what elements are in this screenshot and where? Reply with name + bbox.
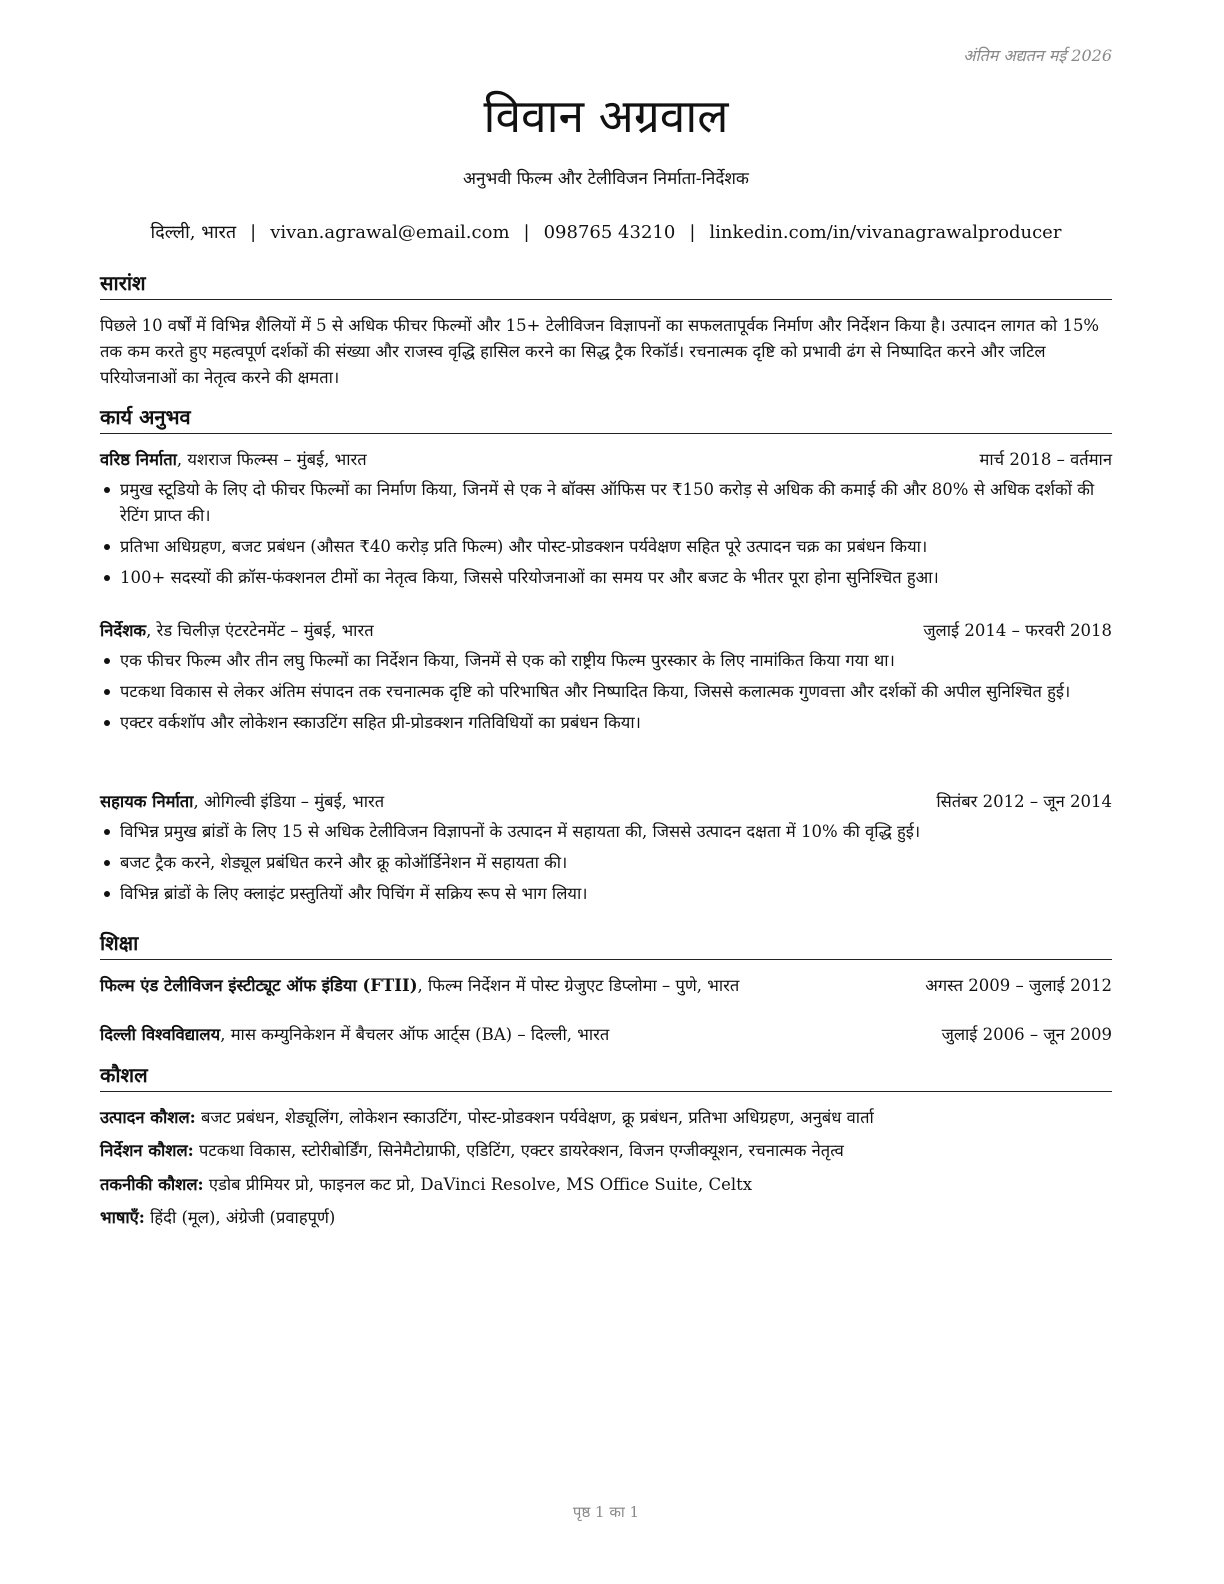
job-bullet: एक फीचर फिल्म और तीन लघु फिल्मों का निर्देशन किया, जिनमें से एक को राष्ट्रीय फिल्म पुरस्कार के लिए नामांकित किया गया था। — [100, 648, 1112, 674]
skill-value: बजट प्रबंधन, शेड्यूलिंग, लोकेशन स्काउटिंग, पोस्ट-प्रोडक्शन पर्यवेक्षण, क्रू प्रबंधन, प्रतिभा अधिग्रहण, अनुबंध वार्ता — [195, 1108, 874, 1127]
job-bullet: विभिन्न प्रमुख ब्रांडों के लिए 15 से अधिक टेलीविजन विज्ञापनों के उत्पादन में सहायता की, जिससे उत्पादन दक्षता में 10% की वृद्धि हुई। — [100, 819, 1112, 845]
skill-value: एडोब प्रीमियर प्रो, फाइनल कट प्रो, DaVinci Resolve, MS Office Suite, Celtx — [203, 1175, 753, 1194]
contact-separator: | — [250, 222, 257, 243]
job-title-org — [100, 619, 374, 643]
skill-value: हिंदी (मूल), अंग्रेजी (प्रवाहपूर्ण) — [144, 1208, 336, 1227]
job-bullet: प्रतिभा अधिग्रहण, बजट प्रबंधन (औसत ₹40 करोड़ प्रति फिल्म) और पोस्ट-प्रोडक्शन पर्यवेक्षण सहित पूरे उत्पादन चक्र का प्रबंधन किया। — [100, 534, 1112, 560]
job-bullet: विभिन्न ब्रांडों के लिए क्लाइंट प्रस्तुतियों और पिचिंग में सक्रिय रूप से भाग लिया। — [100, 881, 1112, 907]
page-number: पृष्ठ 1 का 1 — [572, 1503, 640, 1521]
section-title-summary: सारांश — [100, 270, 1112, 300]
job-bullet: एक्टर वर्कशॉप और लोकेशन स्काउटिंग सहित प्री-प्रोडक्शन गतिविधियों का प्रबंधन किया। — [100, 710, 1112, 736]
skill-row — [100, 1139, 1112, 1163]
job-bullet: प्रमुख स्टूडियो के लिए दो फीचर फिल्मों का निर्माण किया, जिनमें से एक ने बॉक्स ऑफिस पर ₹150 करोड़ से अधिक की कमाई की और 80% से अधिक दर्शकों की रेटिंग प्राप्त की। — [100, 477, 1112, 529]
job-header — [100, 790, 1112, 814]
education-detail: , फिल्म निर्देशन में पोस्ट ग्रेजुएट डिप्लोमा – पुणे, भारत — [417, 976, 740, 995]
job-title-org — [100, 790, 384, 814]
education-school-detail — [100, 1023, 609, 1047]
resume-page — [100, 0, 1112, 1584]
section-title-experience: कार्य अनुभव — [100, 404, 1112, 434]
skill-row — [100, 1173, 1112, 1197]
last-updated: अंतिम अद्यतन मई 2026 — [963, 46, 1112, 65]
skill-value: पटकथा विकास, स्टोरीबोर्डिंग, सिनेमैटोग्राफी, एडिटिंग, एक्टर डायरेक्शन, विजन एग्जीक्यूशन, रचनात्मक नेतृत्व — [193, 1141, 844, 1160]
job-bullets — [100, 648, 1112, 741]
education-school: फिल्म एंड टेलीविजन इंस्टीट्यूट ऑफ इंडिया (FTII) — [100, 976, 418, 995]
skill-label: निर्देशन कौशल: — [100, 1141, 194, 1160]
job-dates: जुलाई 2014 – फरवरी 2018 — [923, 621, 1112, 640]
skill-label: उत्पादन कौशल: — [100, 1108, 196, 1127]
education-dates: जुलाई 2006 – जून 2009 — [941, 1025, 1112, 1044]
contact-separator: | — [689, 222, 696, 243]
section-title-education: शिक्षा — [100, 930, 1112, 960]
job-title-org — [100, 448, 367, 472]
education-item — [100, 974, 1112, 998]
education-detail: , मास कम्युनिकेशन में बैचलर ऑफ आर्ट्स (BA) – दिल्ली, भारत — [220, 1025, 610, 1044]
education-school: दिल्ली विश्वविद्यालय — [100, 1025, 221, 1044]
job-dates: सितंबर 2012 – जून 2014 — [936, 792, 1112, 811]
candidate-name: विवान अग्रवाल — [483, 89, 729, 143]
skill-row — [100, 1206, 1112, 1230]
job-header — [100, 448, 1112, 472]
job-org: , यशराज फिल्म्स – मुंबई, भारत — [176, 450, 367, 469]
job-org: , रेड चिलीज़ एंटरटेनमेंट – मुंबई, भारत — [146, 621, 374, 640]
job-bullet: बजट ट्रैक करने, शेड्यूल प्रबंधित करने और क्रू कोऑर्डिनेशन में सहायता की। — [100, 850, 1112, 876]
job-role: निर्देशक — [100, 621, 147, 640]
job-role: वरिष्ठ निर्माता — [100, 450, 177, 469]
education-dates: अगस्त 2009 – जुलाई 2012 — [925, 976, 1112, 995]
contact-phone[interactable]: 098765 43210 — [543, 222, 676, 243]
summary-text: पिछले 10 वर्षों में विभिन्न शैलियों में 5 से अधिक फीचर फिल्मों और 15+ टेलीविजन विज्ञापनों का सफलतापूर्वक निर्माण और निर्देशन किया है। उत्पादन लागत को 15% तक कम करते हुए महत्वपूर्ण दर्शकों की संख्या और राजस्व वृद्धि हासिल करने का सिद्ध ट्रैक रिकॉर्ड। रचनात्मक दृष्टि को प्रभावी ढंग से निष्पादित करने और जटिल परियोजनाओं का नेतृत्व करने की क्षमता। — [100, 316, 1100, 387]
job-bullet: 100+ सदस्यों की क्रॉस-फंक्शनल टीमों का नेतृत्व किया, जिससे परियोजनाओं का समय पर और बजट के भीतर पूरा होना सुनिश्चित हुआ। — [100, 565, 1112, 591]
job-dates: मार्च 2018 – वर्तमान — [979, 450, 1112, 469]
contact-separator: | — [523, 222, 530, 243]
job-bullet: पटकथा विकास से लेकर अंतिम संपादन तक रचनात्मक दृष्टि को परिभाषित और निष्पादित किया, जिससे कलात्मक गुणवत्ता और दर्शकों की अपील सुनिश्चित हुई। — [100, 679, 1112, 705]
job-bullets — [100, 819, 1112, 912]
education-item — [100, 1023, 1112, 1047]
headline: अनुभवी फिल्म और टेलीविजन निर्माता-निर्देशक — [463, 169, 749, 189]
education-school-detail — [100, 974, 739, 998]
contact-linkedin[interactable]: linkedin.com/in/vivanagrawalproducer — [709, 222, 1062, 243]
job-header — [100, 619, 1112, 643]
skill-label: भाषाएँ: — [100, 1208, 145, 1227]
job-org: , ओगिल्वी इंडिया – मुंबई, भारत — [193, 792, 385, 811]
contact-email[interactable]: vivan.agrawal@email.com — [270, 222, 510, 243]
contact-line — [100, 220, 1112, 244]
contact-location: दिल्ली, भारत — [150, 222, 237, 243]
job-bullets — [100, 477, 1112, 596]
skill-label: तकनीकी कौशल: — [100, 1175, 204, 1194]
section-title-skills: कौशल — [100, 1062, 1112, 1092]
skill-row — [100, 1106, 1112, 1130]
job-role: सहायक निर्माता — [100, 792, 194, 811]
